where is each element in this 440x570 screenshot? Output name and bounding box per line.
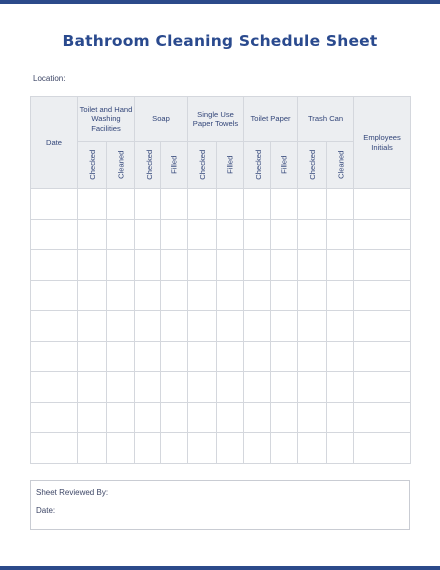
table-cell[interactable] — [217, 372, 244, 403]
table-cell[interactable] — [188, 250, 217, 281]
table-cell[interactable] — [31, 433, 78, 464]
table-cell[interactable] — [188, 402, 217, 433]
table-cell[interactable] — [107, 372, 135, 403]
review-date-label: Date: — [36, 506, 56, 515]
table-cell[interactable] — [298, 189, 327, 220]
table-cell[interactable] — [78, 189, 107, 220]
table-body — [31, 189, 411, 464]
subheader-label: Filled — [225, 155, 235, 175]
toilet-paper-header: Toilet Paper — [244, 97, 298, 142]
table-cell[interactable] — [271, 433, 298, 464]
table-cell[interactable] — [107, 250, 135, 281]
table-cell[interactable] — [354, 250, 411, 281]
table-cell[interactable] — [135, 433, 161, 464]
table-cell[interactable] — [31, 341, 78, 372]
trash-can-header: Trash Can — [298, 97, 354, 142]
paper-towels-header: Single Use Paper Towels — [188, 97, 244, 142]
table-cell[interactable] — [31, 250, 78, 281]
table-cell[interactable] — [354, 280, 411, 311]
table-row — [31, 341, 411, 372]
table-cell[interactable] — [31, 311, 78, 342]
table-row — [31, 250, 411, 281]
table-cell[interactable] — [161, 341, 188, 372]
table-cell[interactable] — [244, 280, 271, 311]
soap-header: Soap — [135, 97, 188, 142]
table-cell[interactable] — [271, 341, 298, 372]
table-cell[interactable] — [244, 372, 271, 403]
table-row — [31, 280, 411, 311]
table-cell[interactable] — [271, 280, 298, 311]
table-cell[interactable] — [107, 433, 135, 464]
table-cell[interactable] — [31, 219, 78, 250]
table-row — [31, 219, 411, 250]
table-cell[interactable] — [188, 219, 217, 250]
subheader-label: Filled — [279, 155, 289, 175]
table-cell[interactable] — [327, 219, 354, 250]
table-cell[interactable] — [354, 341, 411, 372]
table-cell[interactable] — [217, 250, 244, 281]
subheader-label: Cleaned — [116, 150, 126, 180]
table-cell[interactable] — [298, 402, 327, 433]
table-cell[interactable] — [78, 219, 107, 250]
table-cell[interactable] — [161, 219, 188, 250]
table-cell[interactable] — [161, 433, 188, 464]
subheader-cell — [298, 142, 327, 189]
table-cell[interactable] — [107, 280, 135, 311]
table-cell[interactable] — [298, 219, 327, 250]
table-cell[interactable] — [327, 433, 354, 464]
subheader-cell — [135, 142, 161, 189]
toilet-hand-washing-header: Toilet and Hand Washing Facilities — [78, 97, 135, 142]
subheader-label: Cleaned — [336, 150, 346, 180]
table-cell[interactable] — [354, 311, 411, 342]
table-cell[interactable] — [217, 433, 244, 464]
employees-initials-header: Employees Initials — [354, 97, 411, 189]
subheader-label: Checked — [254, 150, 264, 180]
table-cell[interactable] — [188, 189, 217, 220]
table-cell[interactable] — [298, 311, 327, 342]
table-cell[interactable] — [78, 341, 107, 372]
table-cell[interactable] — [271, 372, 298, 403]
table-cell[interactable] — [244, 311, 271, 342]
subheader-label: Checked — [198, 150, 208, 180]
subheader-cell — [271, 142, 298, 189]
table-cell[interactable] — [271, 250, 298, 281]
schedule-table — [30, 96, 411, 464]
table-cell[interactable] — [244, 250, 271, 281]
date-header: Date — [31, 97, 78, 189]
table-cell[interactable] — [327, 250, 354, 281]
subheader-cell — [78, 142, 107, 189]
table-cell[interactable] — [135, 280, 161, 311]
table-cell[interactable] — [271, 219, 298, 250]
table-cell[interactable] — [271, 402, 298, 433]
table-cell[interactable] — [161, 250, 188, 281]
table-cell[interactable] — [107, 402, 135, 433]
table-cell[interactable] — [188, 341, 217, 372]
table-cell[interactable] — [31, 372, 78, 403]
table-cell[interactable] — [354, 402, 411, 433]
table-cell[interactable] — [161, 311, 188, 342]
table-row — [31, 311, 411, 342]
table-cell[interactable] — [327, 311, 354, 342]
table-cell[interactable] — [135, 341, 161, 372]
table-cell[interactable] — [31, 280, 78, 311]
table-cell[interactable] — [327, 280, 354, 311]
subheader-cell — [244, 142, 271, 189]
table-cell[interactable] — [354, 433, 411, 464]
reviewed-by-label: Sheet Reviewed By: — [36, 488, 109, 497]
table-cell[interactable] — [298, 341, 327, 372]
table-cell[interactable] — [161, 280, 188, 311]
table-cell[interactable] — [298, 280, 327, 311]
table-cell[interactable] — [135, 402, 161, 433]
table-row — [31, 189, 411, 220]
table-cell[interactable] — [244, 341, 271, 372]
table-cell[interactable] — [327, 341, 354, 372]
table-cell[interactable] — [271, 311, 298, 342]
table-cell[interactable] — [107, 311, 135, 342]
table-cell[interactable] — [298, 372, 327, 403]
table-cell[interactable] — [188, 433, 217, 464]
table-cell[interactable] — [327, 372, 354, 403]
table-cell[interactable] — [327, 402, 354, 433]
top-accent-bar — [0, 0, 440, 4]
table-cell[interactable] — [107, 189, 135, 220]
subheader-label: Checked — [308, 150, 318, 180]
table-cell[interactable] — [217, 189, 244, 220]
subheader-cell — [327, 142, 354, 189]
table-cell[interactable] — [78, 311, 107, 342]
bottom-accent-bar — [0, 566, 440, 570]
table-cell[interactable] — [31, 402, 78, 433]
table-row — [31, 372, 411, 403]
table-cell[interactable] — [161, 189, 188, 220]
table-cell[interactable] — [217, 341, 244, 372]
table-cell[interactable] — [135, 219, 161, 250]
table-cell[interactable] — [135, 250, 161, 281]
page-title: Bathroom Cleaning Schedule Sheet — [62, 32, 378, 50]
table-cell[interactable] — [188, 372, 217, 403]
table-cell[interactable] — [188, 280, 217, 311]
subheader-cell — [161, 142, 188, 189]
table-cell[interactable] — [31, 189, 78, 220]
subheader-cell — [107, 142, 135, 189]
table-cell[interactable] — [217, 402, 244, 433]
table-row — [31, 433, 411, 464]
subheader-label: Checked — [88, 150, 98, 180]
table-cell[interactable] — [271, 189, 298, 220]
table-cell[interactable] — [78, 250, 107, 281]
table-cell[interactable] — [354, 219, 411, 250]
table-cell[interactable] — [217, 280, 244, 311]
subheader-label: Checked — [145, 150, 155, 180]
table-cell[interactable] — [135, 372, 161, 403]
table-cell[interactable] — [107, 219, 135, 250]
table-cell[interactable] — [78, 280, 107, 311]
table-cell[interactable] — [298, 250, 327, 281]
table-cell[interactable] — [217, 311, 244, 342]
subheader-label: Filled — [169, 155, 179, 175]
table-cell[interactable] — [354, 189, 411, 220]
table-cell[interactable] — [244, 219, 271, 250]
table-cell[interactable] — [78, 402, 107, 433]
table-cell[interactable] — [161, 372, 188, 403]
table-cell[interactable] — [217, 219, 244, 250]
location-label: Location: — [33, 74, 66, 83]
subheader-cell — [188, 142, 217, 189]
review-box — [30, 480, 410, 530]
table-cell[interactable] — [78, 372, 107, 403]
subheader-cell — [217, 142, 244, 189]
table-cell[interactable] — [135, 189, 161, 220]
table-cell[interactable] — [244, 433, 271, 464]
table-cell[interactable] — [135, 311, 161, 342]
table-cell[interactable] — [188, 311, 217, 342]
table-cell[interactable] — [244, 402, 271, 433]
table-cell[interactable] — [161, 402, 188, 433]
table-cell[interactable] — [107, 341, 135, 372]
table-row — [31, 402, 411, 433]
table-cell[interactable] — [354, 372, 411, 403]
table-cell[interactable] — [78, 433, 107, 464]
table-cell[interactable] — [244, 189, 271, 220]
table-cell[interactable] — [298, 433, 327, 464]
table-cell[interactable] — [327, 189, 354, 220]
